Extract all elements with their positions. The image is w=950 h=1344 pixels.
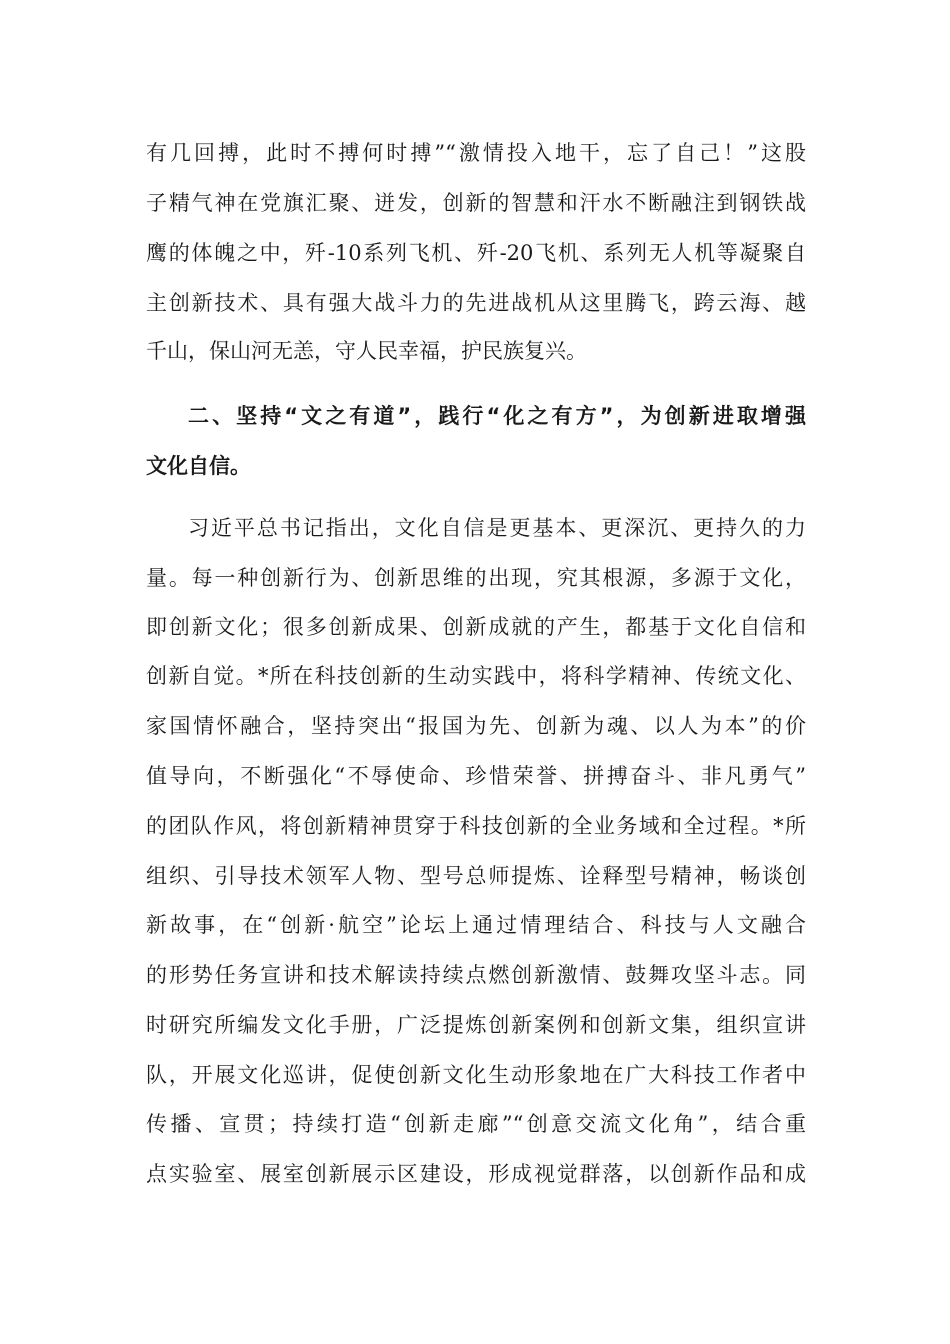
text-line: 主创新技术、具有强大战斗力的先进战机从这里腾飞，跨云海、越 xyxy=(146,291,806,315)
text-line: 家国情怀融合，坚持突出“报国为先、创新为魂、以人为本”的价 xyxy=(146,714,806,738)
text-line: 量。每一种创新行为、创新思维的出现，究其根源，多源于文化， xyxy=(146,566,806,590)
text-line: 千山，保山河无恙，守人民幸福，护民族复兴。 xyxy=(146,339,587,363)
text-line: 即创新文化；很多创新成果、创新成就的产生，都基于文化自信和 xyxy=(146,615,806,639)
text-line: 值导向，不断强化“不辱使命、珍惜荣誉、拼搏奋斗、非凡勇气” xyxy=(146,764,806,788)
text-line: 的形势任务宣讲和技术解读持续点燃创新激情、鼓舞攻坚斗志。同 xyxy=(146,963,806,987)
text-line: 子精气神在党旗汇聚、迸发，创新的智慧和汗水不断融注到钢铁战 xyxy=(146,191,806,215)
text-line: 有几回搏，此时不搏何时搏”“激情投入地干，忘了自己！”这股 xyxy=(146,141,806,165)
text-line: 传播、宣贯；持续打造“创新走廊”“创意交流文化角”，结合重 xyxy=(146,1112,806,1136)
text-line: 组织、引导技术领军人物、型号总师提炼、诠释型号精神，畅谈创 xyxy=(146,864,806,888)
text-line: 队，开展文化巡讲，促使创新文化生动形象地在广大科技工作者中 xyxy=(146,1063,806,1087)
text-line: 创新自觉。*所在科技创新的生动实践中，将科学精神、传统文化、 xyxy=(146,664,806,688)
section-heading: 二、坚持“文之有道”，践行“化之有方”，为创新进取增强 xyxy=(188,404,806,428)
text-line: 新故事，在“创新·航空”论坛上通过情理结合、科技与人文融合 xyxy=(146,913,806,937)
text-line: 点实验室、展室创新展示区建设，形成视觉群落，以创新作品和成 xyxy=(146,1162,806,1186)
text-line: 习近平总书记指出，文化自信是更基本、更深沉、更持久的力 xyxy=(188,516,806,540)
text-line: 的团队作风，将创新精神贯穿于科技创新的全业务域和全过程。*所 xyxy=(146,814,806,838)
text-line: 鹰的体魄之中，歼-10系列飞机、歼-20飞机、系列无人机等凝聚自 xyxy=(146,241,806,265)
section-heading: 文化自信。 xyxy=(146,454,251,478)
text-line: 时研究所编发文化手册，广泛提炼创新案例和创新文集，组织宣讲 xyxy=(146,1013,806,1037)
